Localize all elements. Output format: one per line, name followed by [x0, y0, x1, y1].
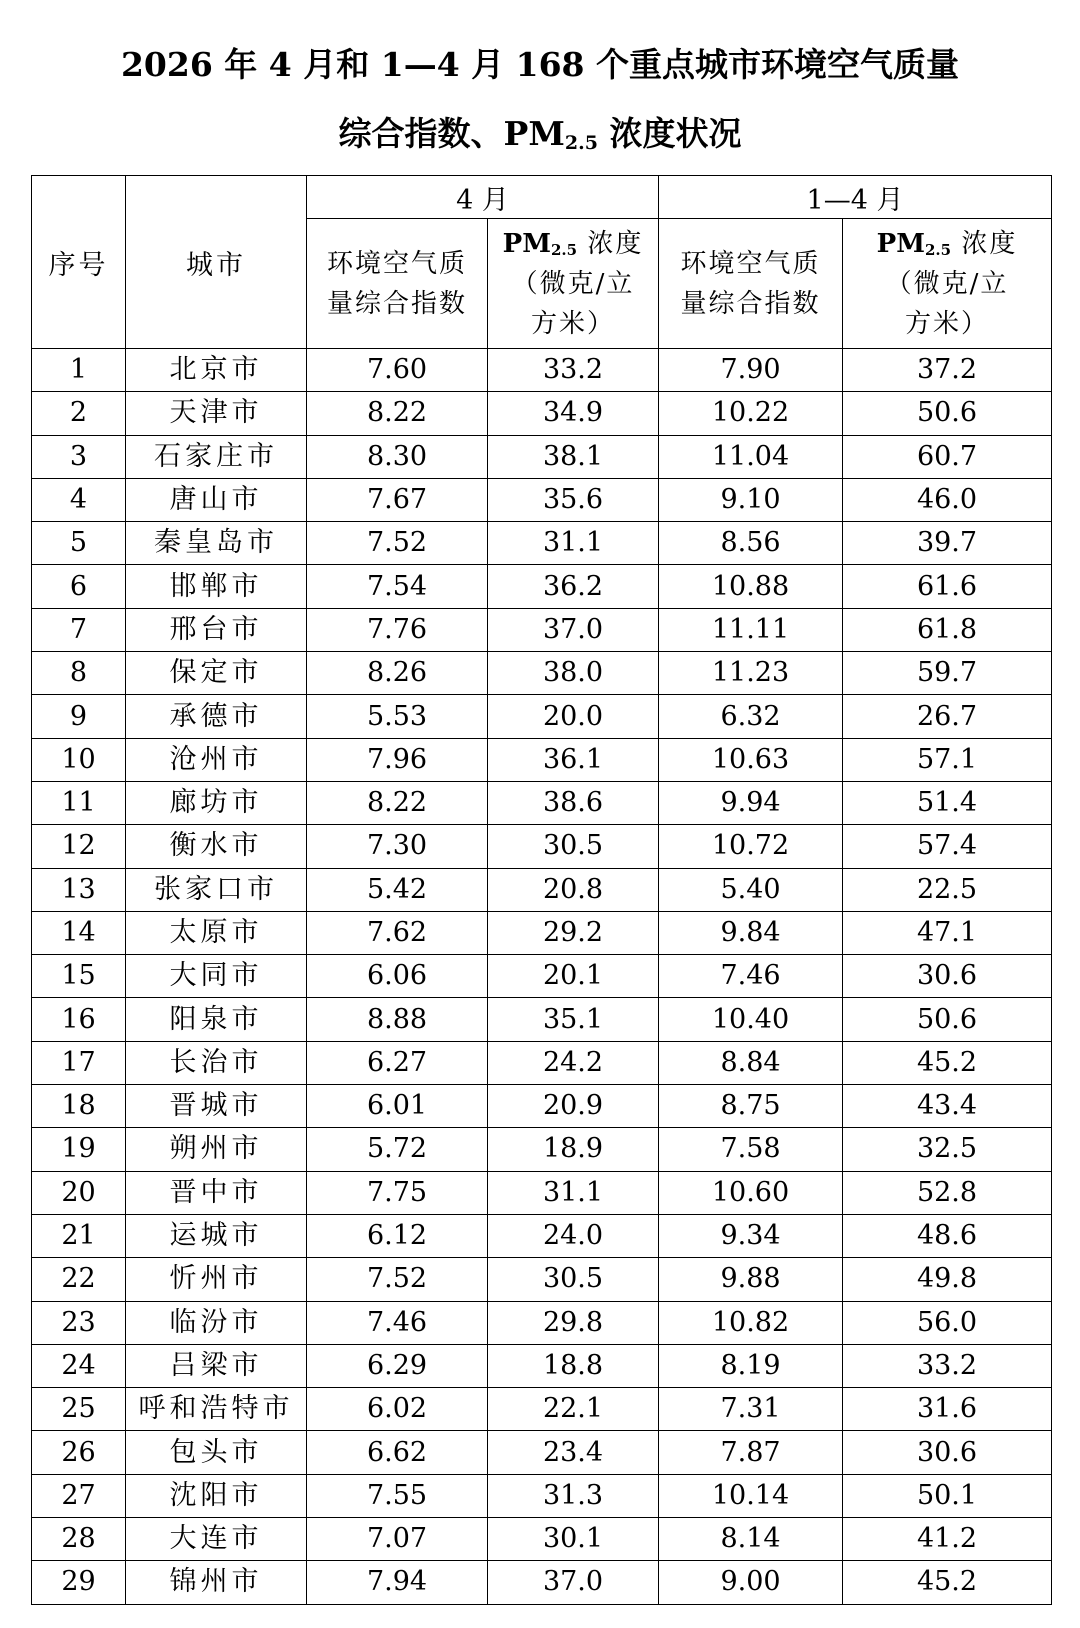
- title-subscript: 2.5: [564, 132, 598, 154]
- table-row: [32, 868, 1052, 911]
- cell-index: 12: [32, 825, 126, 868]
- cell-april-pm: 20.8: [488, 868, 659, 911]
- cell-ytd-pm: 30.6: [843, 1431, 1052, 1474]
- cell-ytd-pm: 49.8: [843, 1258, 1052, 1301]
- cell-april-index: 7.60: [307, 349, 488, 392]
- cell-april-pm: 35.1: [488, 998, 659, 1041]
- cell-ytd-index: 7.87: [659, 1431, 843, 1474]
- cell-april-pm: 23.4: [488, 1431, 659, 1474]
- cell-april-pm: 30.5: [488, 1258, 659, 1301]
- cell-index: 26: [32, 1431, 126, 1474]
- header-ytd-pm-line1: [843, 224, 1051, 264]
- document-title-line1: 2026 年 4 月和 1—4 月 168 个重点城市环境空气质量: [120, 45, 960, 84]
- cell-index: 20: [32, 1171, 126, 1214]
- cell-city: 锦州市: [126, 1561, 307, 1604]
- cell-ytd-pm: 50.6: [843, 392, 1052, 435]
- cell-ytd-pm: 41.2: [843, 1518, 1052, 1561]
- table-row: [32, 1214, 1052, 1257]
- table-body: [32, 349, 1052, 1605]
- cell-april-index: 8.88: [307, 998, 488, 1041]
- cell-city: 阳泉市: [126, 998, 307, 1041]
- cell-city: 长治市: [126, 1041, 307, 1084]
- cell-april-pm: 37.0: [488, 608, 659, 651]
- cell-ytd-index: 10.22: [659, 392, 843, 435]
- cell-april-pm: 31.1: [488, 522, 659, 565]
- table-row: [32, 1561, 1052, 1604]
- cell-ytd-pm: 22.5: [843, 868, 1052, 911]
- cell-city: 石家庄市: [126, 435, 307, 478]
- cell-ytd-pm: 57.1: [843, 738, 1052, 781]
- title-suffix: 浓度状况: [597, 114, 742, 153]
- pm-suffix: 浓度: [951, 228, 1018, 259]
- cell-april-pm: 34.9: [488, 392, 659, 435]
- table-row: [32, 1041, 1052, 1084]
- table-row: [32, 1301, 1052, 1344]
- cell-index: 28: [32, 1518, 126, 1561]
- cell-city: 张家口市: [126, 868, 307, 911]
- cell-index: 6: [32, 565, 126, 608]
- header-april-index: [307, 219, 488, 349]
- cell-april-pm: 20.0: [488, 695, 659, 738]
- pm-subscript: 2.5: [925, 240, 952, 259]
- table-row: [32, 955, 1052, 998]
- cell-april-pm: 37.0: [488, 1561, 659, 1604]
- pm-label: PM: [876, 228, 925, 259]
- cell-ytd-pm: 31.6: [843, 1388, 1052, 1431]
- cell-ytd-pm: 52.8: [843, 1171, 1052, 1214]
- cell-ytd-pm: 43.4: [843, 1085, 1052, 1128]
- cell-index: 18: [32, 1085, 126, 1128]
- cell-ytd-pm: 39.7: [843, 522, 1052, 565]
- cell-ytd-pm: 56.0: [843, 1301, 1052, 1344]
- cell-city: 秦皇岛市: [126, 522, 307, 565]
- cell-city: 朔州市: [126, 1128, 307, 1171]
- cell-ytd-index: 5.40: [659, 868, 843, 911]
- table-row: [32, 825, 1052, 868]
- table-row: [32, 522, 1052, 565]
- cell-ytd-index: 10.88: [659, 565, 843, 608]
- table-row: [32, 1128, 1052, 1171]
- cell-city: 吕梁市: [126, 1344, 307, 1387]
- cell-april-pm: 38.0: [488, 652, 659, 695]
- cell-april-index: 7.30: [307, 825, 488, 868]
- cell-index: 3: [32, 435, 126, 478]
- cell-index: 16: [32, 998, 126, 1041]
- cell-ytd-pm: 51.4: [843, 781, 1052, 824]
- cell-index: 29: [32, 1561, 126, 1604]
- table-row: [32, 435, 1052, 478]
- table-row: [32, 608, 1052, 651]
- cell-ytd-pm: 57.4: [843, 825, 1052, 868]
- cell-city: 大同市: [126, 955, 307, 998]
- cell-april-index: 6.27: [307, 1041, 488, 1084]
- cell-index: 15: [32, 955, 126, 998]
- cell-city: 临汾市: [126, 1301, 307, 1344]
- table-row: [32, 478, 1052, 521]
- pm-label: PM: [502, 228, 551, 259]
- cell-ytd-index: 8.75: [659, 1085, 843, 1128]
- cell-april-index: 7.76: [307, 608, 488, 651]
- header-april-pm-line2: （微克/立: [511, 268, 635, 299]
- cell-index: 9: [32, 695, 126, 738]
- cell-ytd-index: 8.19: [659, 1344, 843, 1387]
- cell-city: 廊坊市: [126, 781, 307, 824]
- cell-ytd-pm: 45.2: [843, 1041, 1052, 1084]
- cell-index: 25: [32, 1388, 126, 1431]
- cell-april-index: 8.22: [307, 781, 488, 824]
- cell-ytd-pm: 50.6: [843, 998, 1052, 1041]
- cell-ytd-index: 7.90: [659, 349, 843, 392]
- cell-april-index: 8.26: [307, 652, 488, 695]
- cell-index: 24: [32, 1344, 126, 1387]
- cell-april-pm: 31.1: [488, 1171, 659, 1214]
- table-row: [32, 392, 1052, 435]
- table-row: [32, 695, 1052, 738]
- cell-ytd-index: 10.63: [659, 738, 843, 781]
- cell-april-pm: 30.1: [488, 1518, 659, 1561]
- table-row: [32, 565, 1052, 608]
- cell-april-pm: 33.2: [488, 349, 659, 392]
- table-row: [32, 911, 1052, 954]
- cell-index: 8: [32, 652, 126, 695]
- header-april-index-line1: 环境空气质: [326, 248, 467, 279]
- cell-index: 1: [32, 349, 126, 392]
- header-april-pm: [488, 219, 659, 349]
- table-row: [32, 1171, 1052, 1214]
- cell-index: 14: [32, 911, 126, 954]
- cell-ytd-index: 9.88: [659, 1258, 843, 1301]
- cell-city: 大连市: [126, 1518, 307, 1561]
- cell-april-pm: 38.6: [488, 781, 659, 824]
- cell-april-pm: 29.8: [488, 1301, 659, 1344]
- cell-index: 17: [32, 1041, 126, 1084]
- cell-ytd-pm: 61.8: [843, 608, 1052, 651]
- cell-april-index: 8.30: [307, 435, 488, 478]
- cell-city: 沈阳市: [126, 1474, 307, 1517]
- cell-ytd-index: 11.11: [659, 608, 843, 651]
- cell-city: 天津市: [126, 392, 307, 435]
- table-row: [32, 1344, 1052, 1387]
- cell-april-pm: 20.1: [488, 955, 659, 998]
- cell-ytd-index: 7.46: [659, 955, 843, 998]
- cell-ytd-index: 9.10: [659, 478, 843, 521]
- cell-ytd-index: 9.00: [659, 1561, 843, 1604]
- cell-april-index: 7.52: [307, 522, 488, 565]
- cell-april-pm: 20.9: [488, 1085, 659, 1128]
- cell-april-index: 7.54: [307, 565, 488, 608]
- cell-ytd-index: 10.82: [659, 1301, 843, 1344]
- cell-ytd-pm: 48.6: [843, 1214, 1052, 1257]
- header-april-pm-line3: 方米）: [531, 308, 616, 339]
- table-row: [32, 1518, 1052, 1561]
- cell-city: 运城市: [126, 1214, 307, 1257]
- cell-april-index: 5.42: [307, 868, 488, 911]
- title-prefix: 综合指数、PM: [338, 114, 565, 153]
- cell-index: 10: [32, 738, 126, 781]
- table-row: [32, 1474, 1052, 1517]
- cell-april-pm: 36.1: [488, 738, 659, 781]
- cell-city: 衡水市: [126, 825, 307, 868]
- cell-april-pm: 18.8: [488, 1344, 659, 1387]
- cell-april-index: 7.94: [307, 1561, 488, 1604]
- cell-city: 包头市: [126, 1431, 307, 1474]
- header-ytd-pm-line3: 方米）: [905, 308, 990, 339]
- cell-april-index: 7.07: [307, 1518, 488, 1561]
- header-period-april: 4 月: [307, 176, 659, 219]
- table-header: [32, 176, 1052, 349]
- cell-april-index: 7.55: [307, 1474, 488, 1517]
- cell-ytd-index: 8.84: [659, 1041, 843, 1084]
- cell-april-pm: 36.2: [488, 565, 659, 608]
- cell-april-index: 7.67: [307, 478, 488, 521]
- cell-ytd-pm: 33.2: [843, 1344, 1052, 1387]
- air-quality-table: [31, 175, 1052, 1605]
- cell-ytd-index: 6.32: [659, 695, 843, 738]
- table-row: [32, 1085, 1052, 1128]
- cell-city: 忻州市: [126, 1258, 307, 1301]
- cell-ytd-index: 8.56: [659, 522, 843, 565]
- cell-ytd-pm: 60.7: [843, 435, 1052, 478]
- header-ytd-pm-line2: （微克/立: [885, 268, 1009, 299]
- cell-april-index: 5.53: [307, 695, 488, 738]
- table-row: [32, 652, 1052, 695]
- header-row-periods: [32, 176, 1052, 219]
- cell-april-pm: 24.0: [488, 1214, 659, 1257]
- document-title-line2: [0, 114, 1080, 154]
- cell-april-index: 5.72: [307, 1128, 488, 1171]
- cell-ytd-index: 11.04: [659, 435, 843, 478]
- cell-index: 7: [32, 608, 126, 651]
- cell-ytd-pm: 45.2: [843, 1561, 1052, 1604]
- cell-ytd-pm: 47.1: [843, 911, 1052, 954]
- table-row: [32, 998, 1052, 1041]
- cell-index: 13: [32, 868, 126, 911]
- cell-city: 太原市: [126, 911, 307, 954]
- cell-city: 晋中市: [126, 1171, 307, 1214]
- cell-index: 11: [32, 781, 126, 824]
- cell-april-index: 6.12: [307, 1214, 488, 1257]
- cell-ytd-index: 9.84: [659, 911, 843, 954]
- header-ytd-index: [659, 219, 843, 349]
- cell-city: 晋城市: [126, 1085, 307, 1128]
- header-april-pm-line1: [488, 224, 658, 264]
- header-april-index-line2: 量综合指数: [326, 288, 467, 319]
- cell-april-index: 6.06: [307, 955, 488, 998]
- cell-index: 22: [32, 1258, 126, 1301]
- cell-ytd-pm: 32.5: [843, 1128, 1052, 1171]
- cell-april-pm: 31.3: [488, 1474, 659, 1517]
- cell-index: 27: [32, 1474, 126, 1517]
- header-period-jan-apr: 1—4 月: [659, 176, 1052, 219]
- cell-ytd-index: 10.60: [659, 1171, 843, 1214]
- cell-ytd-pm: 61.6: [843, 565, 1052, 608]
- cell-april-index: 7.75: [307, 1171, 488, 1214]
- cell-april-index: 8.22: [307, 392, 488, 435]
- table-row: [32, 1431, 1052, 1474]
- table-row: [32, 1258, 1052, 1301]
- cell-april-index: 7.62: [307, 911, 488, 954]
- table-row: [32, 781, 1052, 824]
- table-row: [32, 1388, 1052, 1431]
- cell-april-pm: 35.6: [488, 478, 659, 521]
- cell-ytd-index: 9.94: [659, 781, 843, 824]
- cell-april-index: 7.46: [307, 1301, 488, 1344]
- cell-ytd-index: 7.31: [659, 1388, 843, 1431]
- cell-april-index: 6.02: [307, 1388, 488, 1431]
- cell-city: 保定市: [126, 652, 307, 695]
- table-row: [32, 738, 1052, 781]
- cell-index: 5: [32, 522, 126, 565]
- cell-ytd-index: 9.34: [659, 1214, 843, 1257]
- cell-april-index: 6.01: [307, 1085, 488, 1128]
- header-ytd-index-line1: 环境空气质: [680, 248, 821, 279]
- header-ytd-pm: [843, 219, 1052, 349]
- pm-suffix: 浓度: [577, 228, 644, 259]
- cell-city: 唐山市: [126, 478, 307, 521]
- cell-april-pm: 29.2: [488, 911, 659, 954]
- cell-ytd-index: 11.23: [659, 652, 843, 695]
- cell-ytd-pm: 46.0: [843, 478, 1052, 521]
- cell-april-index: 7.96: [307, 738, 488, 781]
- table-row: [32, 349, 1052, 392]
- cell-april-pm: 30.5: [488, 825, 659, 868]
- cell-ytd-pm: 26.7: [843, 695, 1052, 738]
- cell-ytd-pm: 30.6: [843, 955, 1052, 998]
- cell-city: 邢台市: [126, 608, 307, 651]
- header-index: 序号: [32, 176, 126, 349]
- cell-april-pm: 18.9: [488, 1128, 659, 1171]
- cell-city: 承德市: [126, 695, 307, 738]
- cell-april-index: 7.52: [307, 1258, 488, 1301]
- cell-index: 2: [32, 392, 126, 435]
- cell-april-pm: 24.2: [488, 1041, 659, 1084]
- cell-april-pm: 22.1: [488, 1388, 659, 1431]
- cell-ytd-pm: 50.1: [843, 1474, 1052, 1517]
- cell-city: 北京市: [126, 349, 307, 392]
- pm-subscript: 2.5: [550, 240, 578, 259]
- cell-index: 23: [32, 1301, 126, 1344]
- cell-city: 邯郸市: [126, 565, 307, 608]
- cell-ytd-index: 10.72: [659, 825, 843, 868]
- cell-index: 19: [32, 1128, 126, 1171]
- cell-ytd-index: 8.14: [659, 1518, 843, 1561]
- cell-ytd-pm: 37.2: [843, 349, 1052, 392]
- cell-ytd-index: 10.14: [659, 1474, 843, 1517]
- header-city: 城市: [126, 176, 307, 349]
- cell-city: 沧州市: [126, 738, 307, 781]
- cell-ytd-index: 7.58: [659, 1128, 843, 1171]
- cell-ytd-pm: 59.7: [843, 652, 1052, 695]
- cell-april-pm: 38.1: [488, 435, 659, 478]
- cell-april-index: 6.29: [307, 1344, 488, 1387]
- cell-ytd-index: 10.40: [659, 998, 843, 1041]
- cell-index: 4: [32, 478, 126, 521]
- header-ytd-index-line2: 量综合指数: [680, 288, 821, 319]
- cell-city: 呼和浩特市: [126, 1388, 307, 1431]
- cell-april-index: 6.62: [307, 1431, 488, 1474]
- cell-index: 21: [32, 1214, 126, 1257]
